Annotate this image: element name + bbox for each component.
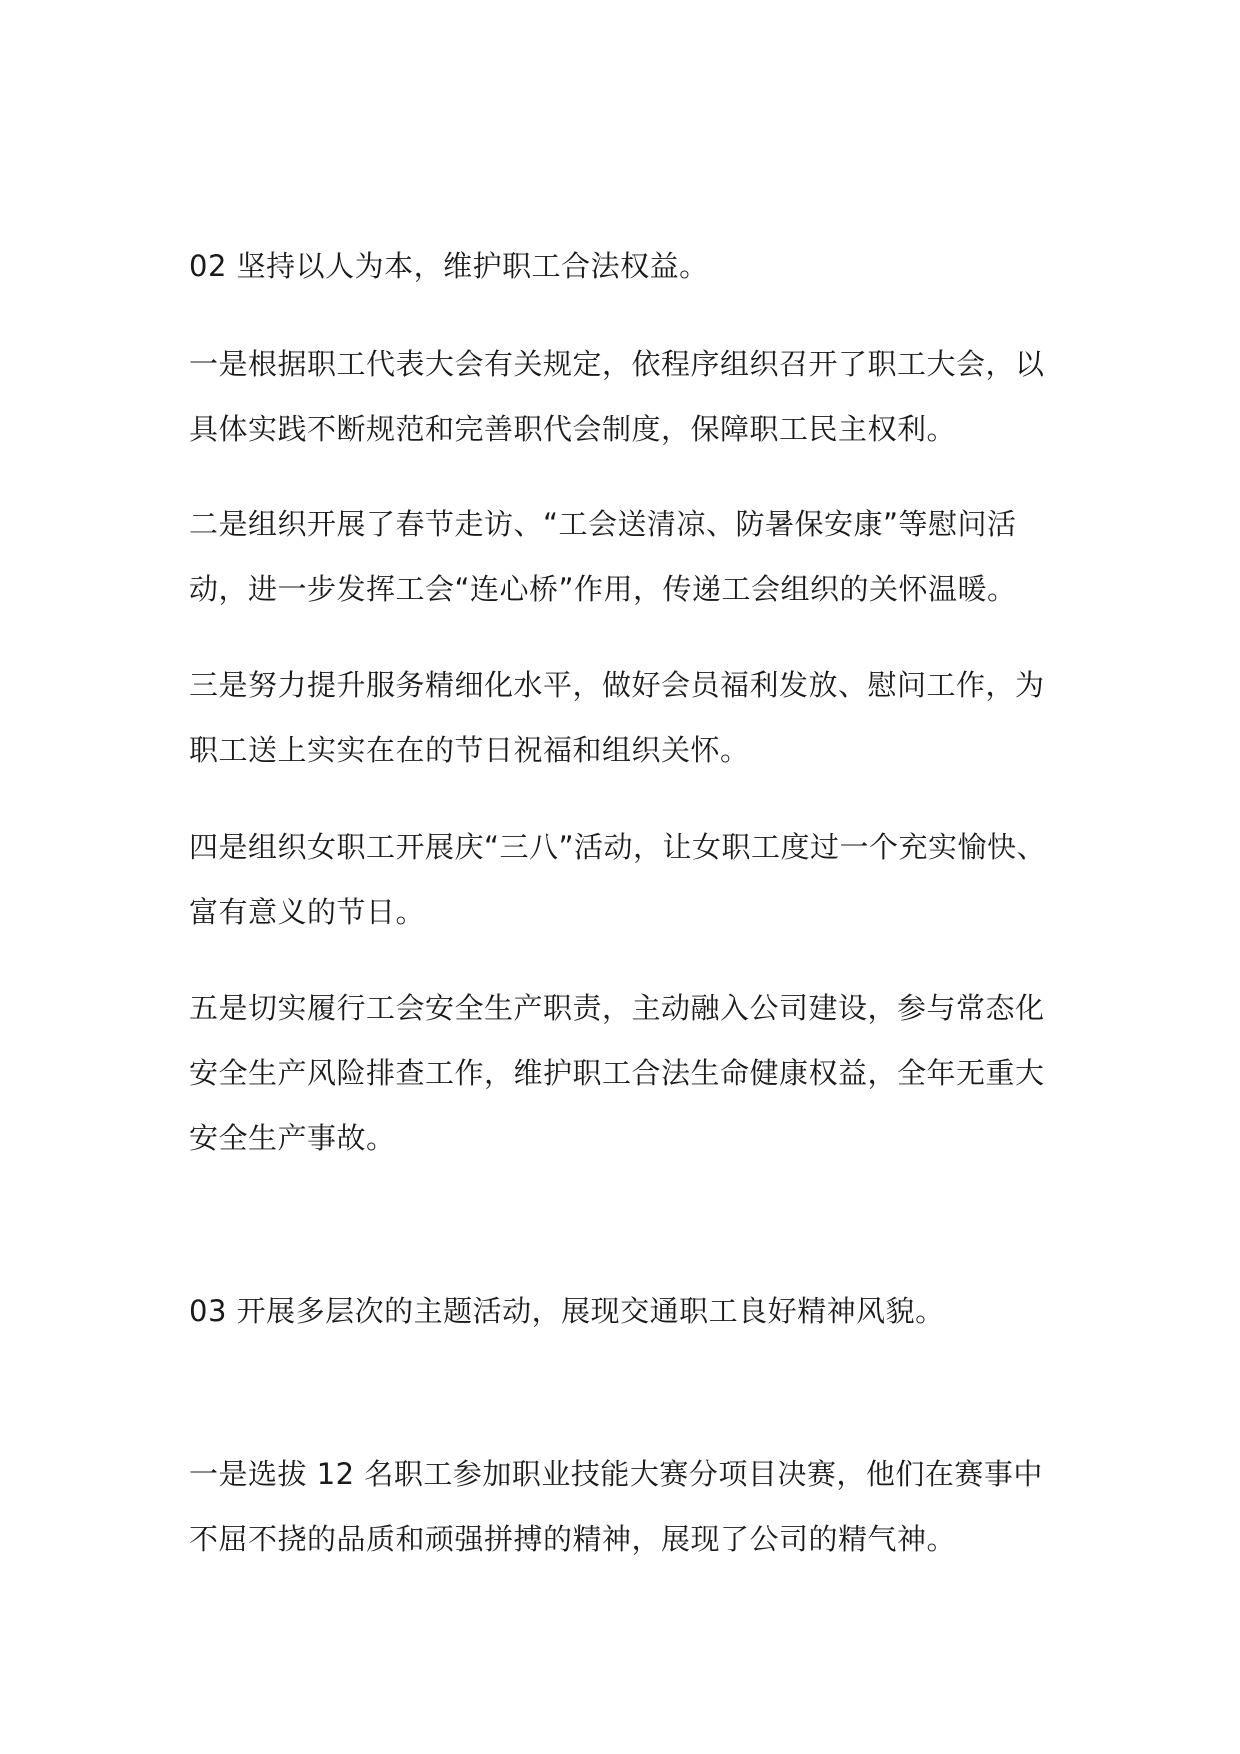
section-2-heading: 02 坚持以人为本，维护职工合法权益。 (189, 249, 709, 283)
section-3-paragraph-1: 一是选拔 12 名职工参加职业技能大赛分项目决赛，他们在赛事中不屈不挠的品质和顽强拼搏的精神，展现了公司的精气神。 (189, 1457, 1043, 1556)
section-2-paragraph-2: 二是组织开展了春节走访、“工会送清凉、防暑保安康”等慰问活动，进一步发挥工会“连心桥”作用，传递工会组织的关怀温暖。 (189, 507, 1017, 606)
section-2-paragraph-3: 三是努力提升服务精细化水平，做好会员福利发放、慰问工作，为职工送上实实在在的节日祝福和组织关怀。 (189, 668, 1045, 767)
section-2-paragraph-1: 一是根据职工代表大会有关规定，依程序组织召开了职工大会，以具体实践不断规范和完善职代会制度，保障职工民主权利。 (189, 347, 1045, 446)
section-2-paragraph-5: 五是切实履行工会安全生产职责，主动融入公司建设，参与常态化安全生产风险排查工作，维护职工合法生命健康权益，全年无重大安全生产事故。 (189, 991, 1045, 1155)
section-2-paragraph-4: 四是组织女职工开展庆“三八”活动，让女职工度过一个充实愉快、富有意义的节日。 (189, 830, 1047, 929)
section-3-heading: 03 开展多层次的主题活动，展现交通职工良好精神风貌。 (189, 1294, 945, 1328)
